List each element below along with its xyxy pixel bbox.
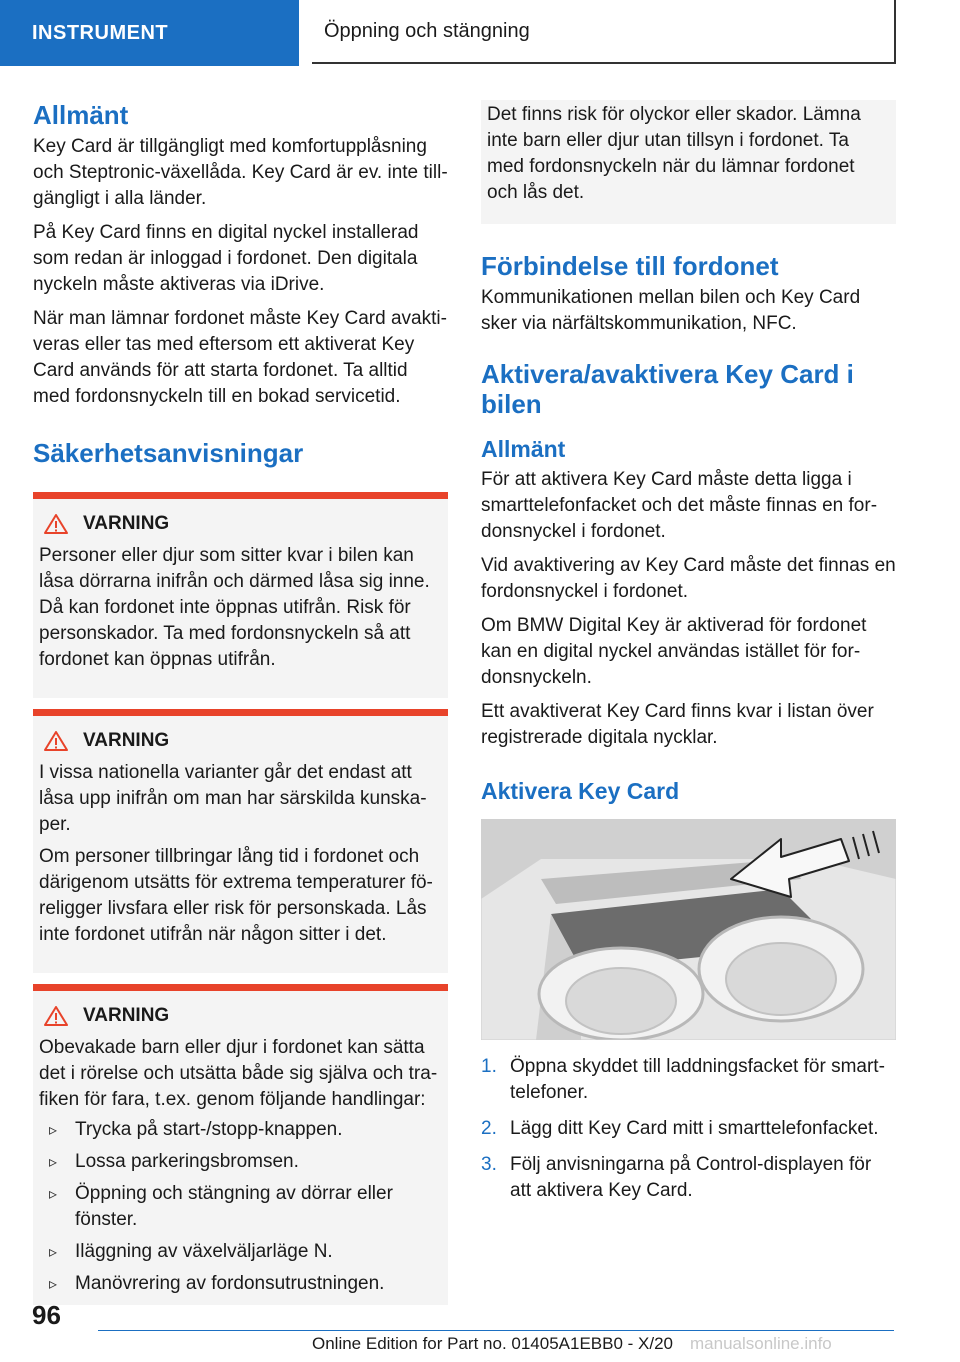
paragraph: För att aktivera Key Card måste detta ligga i smarttelefonfacket och det måste finnas en for-donsnyckel i fordonet. xyxy=(481,469,878,542)
paragraph: Key Card är tillgängligt med komfortupplåsning och Steptronic-växellåda. Key Card är ev. inte till-gängligt i alla länder. xyxy=(33,136,448,209)
warning-text: I vissa nationella varianter går det endast att låsa upp inifrån om man har särskilda kunska-per. xyxy=(39,762,427,835)
warning-title xyxy=(39,728,441,754)
warning-continuation-box xyxy=(481,100,896,224)
paragraph: Om BMW Digital Key är aktiverad för fordonet kan en digital nyckel användas istället för for-donsnyckeln. xyxy=(481,615,867,688)
list-item: ▹ Iläggning av växelväljarläge N. xyxy=(39,1239,441,1265)
page-number: 96 xyxy=(32,1300,61,1330)
warning-triangle-icon xyxy=(43,730,69,752)
warning-list xyxy=(39,1117,441,1297)
warning-label: VARNING xyxy=(83,1005,170,1026)
heading-general-2: Allmänt xyxy=(481,436,566,462)
list-item: ▹ Öppning och stängning av dörrar eller fönster. xyxy=(49,1183,393,1230)
warning-text: Obevakade barn eller djur i fordonet kan sätta det i rörelse och utsätta både sig själva och tra-fiken för fara, t.ex. genom följande handlingar: xyxy=(39,1037,438,1110)
warning-label: VARNING xyxy=(83,730,170,751)
footer-rule xyxy=(98,1330,894,1331)
heading-activate-card: Aktivera Key Card xyxy=(481,778,680,804)
warning-box xyxy=(33,492,448,698)
warning-title xyxy=(39,1003,441,1029)
list-item: 2. Lägg ditt Key Card mitt i smarttelefonfacket. xyxy=(481,1118,879,1139)
list-item: ▹ Manövrering av fordonsutrustningen. xyxy=(39,1271,441,1297)
paragraph: Ett avaktiverat Key Card finns kvar i listan över registrerade digitala nycklar. xyxy=(481,701,874,748)
warning-label: VARNING xyxy=(83,513,170,534)
warning-text: Om personer tillbringar lång tid i fordonet och därigenom utsätts för extrema temperaturer fö-religger livsfara eller risk för personskada. Lås inte fordonet utifrån när någon sitter i det. xyxy=(39,846,433,945)
edition-text: Online Edition for Part no. 01405A1EBB0 - X/20 xyxy=(312,1334,674,1353)
list-item: ▹ Lossa parkeringsbromsen. xyxy=(39,1149,441,1175)
heading-general: Allmänt xyxy=(33,100,129,130)
triangle-bullet-icon: ▹ xyxy=(49,1154,58,1171)
triangle-bullet-icon: ▹ xyxy=(49,1276,58,1293)
heading-connection: Förbindelse till fordonet xyxy=(481,251,779,281)
watermark: manualsonline.info xyxy=(690,1334,832,1353)
smartphone-tray-illustration xyxy=(481,819,896,1040)
left-column xyxy=(33,100,448,1305)
warning-box xyxy=(33,709,448,973)
paragraph: Kommunikationen mellan bilen och Key Card sker via närfältskommunikation, NFC. xyxy=(481,287,861,334)
paragraph: När man lämnar fordonet måste Key Card avakti-veras eller tas med eftersom ett aktiverat Key Card används för att starta fordonet. Ta alltid med fordonsnyckeln till en bokad servicetid. xyxy=(33,308,447,407)
steps-list xyxy=(481,1054,896,1204)
right-column xyxy=(481,100,896,1214)
paragraph: På Key Card finns en digital nyckel installerad som redan är inloggad i fordonet. Den digitala nyckeln måste aktiveras via iDrive. xyxy=(33,222,419,295)
list-item: 1. Öppna skyddet till laddningsfacket för smart-telefoner. xyxy=(481,1056,885,1103)
warning-text: Personer eller djur som sitter kvar i bilen kan låsa dörrarna inifrån och därmed låsa sig inne. Då kan fordonet inte öppnas utifrån. Risk för personskador. Ta med fordonsnyckeln så att fordonet kan öppnas utifrån. xyxy=(39,545,430,670)
warning-box xyxy=(33,984,448,1305)
triangle-bullet-icon: ▹ xyxy=(49,1122,58,1139)
heading-safety: Säkerhetsanvisningar xyxy=(33,438,304,468)
heading-activate: Aktivera/avaktivera Key Card i bilen xyxy=(481,359,854,419)
list-item: 3. Följ anvisningarna på Control-displayen för att aktivera Key Card. xyxy=(481,1154,872,1201)
warning-title xyxy=(39,511,441,537)
chapter-title: Öppning och stängning xyxy=(324,19,530,42)
section-tab xyxy=(0,0,299,66)
warning-triangle-icon xyxy=(43,1005,69,1027)
warning-text: Det finns risk för olyckor eller skador. Lämna inte barn eller djur utan tillsyn i fordonet. Ta med fordonsnyckeln när du lämnar fordonet och lås det. xyxy=(487,104,861,203)
section-title: INSTRUMENT xyxy=(32,21,169,44)
paragraph: Vid avaktivering av Key Card måste det finnas en fordonsnyckel i fordonet. xyxy=(481,555,896,602)
chapter-header xyxy=(312,0,896,64)
tray-drawing xyxy=(481,819,896,1040)
warning-triangle-icon xyxy=(43,513,69,535)
list-item: ▹ Trycka på start-/stopp-knappen. xyxy=(39,1117,441,1143)
triangle-bullet-icon: ▹ xyxy=(49,1244,58,1261)
triangle-bullet-icon: ▹ xyxy=(49,1186,58,1203)
